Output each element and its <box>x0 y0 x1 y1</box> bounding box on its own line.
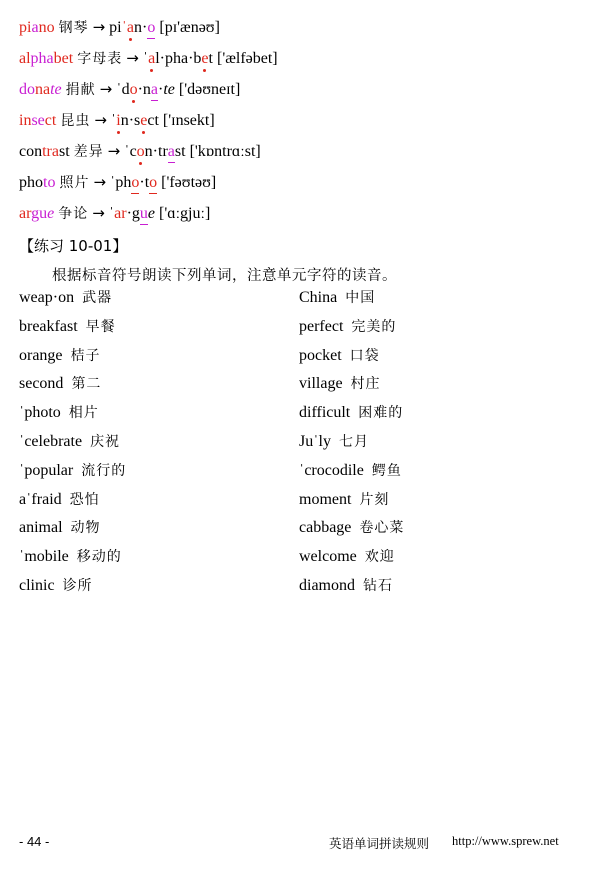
exercise-word: village <box>299 375 343 393</box>
exercise-meaning: 卷心菜 <box>359 520 405 537</box>
arrow-icon: → <box>93 173 107 191</box>
example-meaning: 争论 <box>58 206 89 222</box>
exercise-item <box>299 403 403 423</box>
exercise-item <box>19 288 112 308</box>
page-number: - 44 - <box>19 834 50 849</box>
exercise-meaning: 移动的 <box>76 549 122 566</box>
exercise-item <box>299 490 389 510</box>
exercise-meaning: 村庄 <box>350 376 381 393</box>
example-word: piano <box>19 19 55 36</box>
exercise-meaning: 流行的 <box>81 462 127 479</box>
example-ipa: [pɪ'ænəʊ] <box>159 19 220 36</box>
example-line <box>19 172 216 193</box>
exercise-item <box>19 461 126 481</box>
exercise-item <box>19 403 99 423</box>
example-split: ˈal·pha·bet <box>142 50 213 67</box>
exercise-word: animal <box>19 519 63 537</box>
arrow-icon: → <box>126 49 139 67</box>
example-line <box>19 110 215 131</box>
exercise-item <box>19 518 101 538</box>
example-split: ˈin·sect <box>110 112 159 129</box>
example-meaning: 字母表 <box>77 51 123 67</box>
exercise-meaning: 七月 <box>339 434 369 450</box>
exercise-word: ˈcrocodile <box>299 461 364 479</box>
example-split: piˈan·o <box>109 19 156 36</box>
exercise-word: ˈmobile <box>19 548 69 566</box>
example-line <box>19 203 210 224</box>
example-split: ˈar·gue <box>108 205 156 222</box>
exercise-word: breakfast <box>19 317 78 335</box>
exercise-word: welcome <box>299 548 357 566</box>
example-word: argue <box>19 205 55 222</box>
example-meaning: 捐献 <box>65 82 96 98</box>
exercise-meaning: 诊所 <box>62 578 93 594</box>
arrow-icon: → <box>107 142 121 160</box>
exercise-meaning: 桔子 <box>70 347 101 364</box>
example-word: donate <box>19 81 62 98</box>
example-word: photo <box>19 174 56 191</box>
exercise-word: aˈfraid <box>19 490 62 508</box>
example-line <box>19 141 261 162</box>
exercise-item <box>299 317 396 337</box>
exercise-word: second <box>19 375 64 393</box>
exercise-word: moment <box>299 490 352 508</box>
example-meaning: 昆虫 <box>60 113 91 129</box>
example-word: alphabet <box>19 50 74 67</box>
example-split: ˈpho·to <box>110 174 158 191</box>
arrow-icon: → <box>92 204 105 222</box>
exercise-word: Juˈly <box>299 433 331 450</box>
example-ipa: ['ɑːgjuː] <box>159 205 211 222</box>
exercise-word: ˈphoto <box>19 404 61 422</box>
exercise-word: diamond <box>299 577 355 594</box>
example-line <box>19 79 240 100</box>
example-ipa: ['dəʊneɪt] <box>178 81 241 98</box>
exercise-word: clinic <box>19 577 55 594</box>
exercise-word: orange <box>19 346 63 364</box>
exercise-item <box>19 547 122 567</box>
example-ipa: ['kɒntrɑːst] <box>189 143 261 160</box>
exercise-word: cabbage <box>299 519 352 537</box>
exercise-item <box>299 547 395 567</box>
example-ipa: ['ælfəbet] <box>216 50 278 67</box>
example-split: ˈdo·na·te <box>116 81 175 98</box>
exercise-meaning: 欢迎 <box>364 549 395 566</box>
exercise-item <box>19 576 93 596</box>
example-word: contrast <box>19 143 70 160</box>
exercise-word: difficult <box>299 404 351 422</box>
exercise-meaning: 困难的 <box>358 405 404 422</box>
exercise-meaning: 第二 <box>71 376 102 393</box>
exercise-meaning: 片刻 <box>359 491 390 508</box>
example-meaning: 钢琴 <box>58 20 89 36</box>
example-word: insect <box>19 112 57 129</box>
exercise-word: weap·on <box>19 289 75 306</box>
exercise-word: ˈpopular <box>19 461 74 479</box>
exercise-word: ˈcelebrate <box>19 433 83 450</box>
exercise-item <box>19 317 116 337</box>
exercise-item <box>299 374 381 394</box>
arrow-icon: → <box>99 80 113 98</box>
exercise-meaning: 动物 <box>70 520 101 537</box>
exercise-item <box>19 374 101 394</box>
example-ipa: ['ɪnsekt] <box>162 112 215 129</box>
example-meaning: 照片 <box>59 175 90 191</box>
arrow-icon: → <box>94 111 107 129</box>
exercise-item <box>19 346 101 366</box>
example-ipa: ['fəʊtəʊ] <box>161 174 217 191</box>
exercise-item <box>299 576 393 596</box>
exercise-meaning: 武器 <box>82 290 113 306</box>
book-title: 英语单词拼读规则 <box>329 836 430 851</box>
example-split: ˈcon·trast <box>124 143 186 160</box>
exercise-meaning: 口袋 <box>349 347 380 364</box>
exercise-meaning: 相片 <box>68 405 99 422</box>
exercise-word: perfect <box>299 317 344 335</box>
exercise-instruction: 根据标音符号朗读下列单词，注意单元字符的读音。 <box>52 268 397 284</box>
exercise-item <box>299 288 375 308</box>
exercise-item <box>19 490 100 510</box>
example-line <box>19 48 278 69</box>
exercise-meaning: 中国 <box>345 290 376 306</box>
exercise-heading: 【练习 10-01】 <box>19 237 128 255</box>
exercise-item <box>299 518 404 538</box>
example-meaning: 差异 <box>73 144 104 160</box>
exercise-meaning: 钻石 <box>363 578 393 594</box>
exercise-meaning: 完美的 <box>351 318 397 335</box>
exercise-item <box>19 432 120 452</box>
exercise-meaning: 庆祝 <box>90 434 121 450</box>
exercise-meaning: 鳄鱼 <box>371 462 402 479</box>
website-url: http://www.sprew.net <box>452 834 559 848</box>
arrow-icon: → <box>92 18 106 36</box>
exercise-meaning: 早餐 <box>85 318 116 335</box>
exercise-word: pocket <box>299 346 342 364</box>
exercise-meaning: 恐怕 <box>69 491 100 508</box>
example-line <box>19 17 220 38</box>
exercise-word: China <box>299 289 338 306</box>
exercise-item <box>299 432 369 452</box>
exercise-item <box>299 346 380 366</box>
exercise-item <box>299 461 402 481</box>
